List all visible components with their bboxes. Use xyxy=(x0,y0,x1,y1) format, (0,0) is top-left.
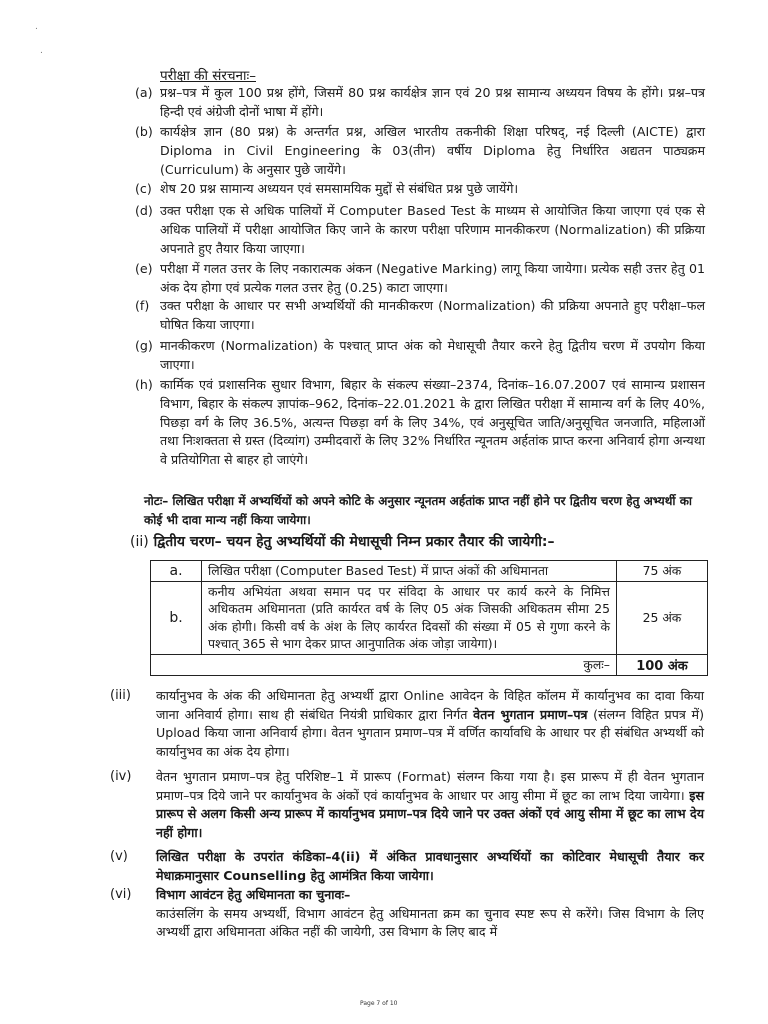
paragraph-bold-text: वेतन भुगतान प्रमाण–पत्र xyxy=(473,706,588,722)
list-item xyxy=(135,123,705,179)
section-title: द्वितीय चरण– चयन हेतु अभ्यर्थियों की मेधासूची निम्न प्रकार तैयार की जायेगी:– xyxy=(153,534,555,550)
item-text: मानकीकरण (Normalization) के पश्चात् प्राप्त अंक को मेधासूची तैयार करने हेतु द्वितीय चरण में उपयोग किया जाएगा। xyxy=(160,338,705,372)
item-label: (e) xyxy=(135,261,153,276)
list-item xyxy=(135,376,705,470)
scan-speck: . xyxy=(35,22,38,32)
list-item xyxy=(135,297,705,335)
item-text: कार्मिक एवं प्रशासनिक सुधार विभाग, बिहार के संकल्प संख्या–2374, दिनांक–16.07.2007 एवं सामान्य प्रशासन विभाग, बिहार के संकल्प ज्ञापांक–962, दिनांक–22.01.2021 के द्वारा लिखित परीक्षा में सामान्य वर्ग के लिए 40%, पिछड़ा वर्ग के लिए 36.5%, अत्यन्त पिछड़ा वर्ग के लिए 34%, एवं अनुसूचित जाति/अनुसूचित जनजाति, महिलाओं तथा निःशक्तता से ग्रस्त (दिव्यांग) उम्मीदवारों के लिए 32% निर्धारित न्यूनतम अर्हतांक प्राप्त करना अनिवार्य होगा अन्यथा वे प्रतियोगिता से बाहर हो जाएंगे। xyxy=(160,377,705,468)
total-value: 100 अंक xyxy=(617,654,708,675)
marks-table xyxy=(150,560,708,676)
table-row xyxy=(151,561,708,582)
item-text: प्रश्न–पत्र में कुल 100 प्रश्न होंगे, जिसमें 80 प्रश्न कार्यक्षेत्र ज्ञान एवं 20 प्रश्न सामान्य अध्ययन विषय के होंगे। प्रश्न–पत्र हिन्दी एवं अंग्रेजी दोनों भाषा में होंगे। xyxy=(160,85,705,119)
item-label: (h) xyxy=(135,377,153,392)
paragraph-bold-text: इस प्रारूप से अलग किसी अन्य प्रारूप में कार्यानुभव प्रमाण–पत्र दिये जाने पर उक्त अंकों एवं आयु सीमा में छूट का लाभ देय नहीं होगा। xyxy=(156,787,704,840)
paragraph-vi xyxy=(110,886,704,942)
total-label: कुलः– xyxy=(151,654,617,675)
item-label: (g) xyxy=(135,338,153,353)
paragraph-label: (vi) xyxy=(110,887,132,902)
paragraph-label: (iv) xyxy=(110,769,132,784)
item-text: कार्यक्षेत्र ज्ञान (80 प्रश्न) के अन्तर्गत प्रश्न, अखिल भारतीय तकनीकी शिक्षा परिषद्, नई दिल्ली (AICTE) द्वारा Diploma in Civil Engineering के 03(तीन) वर्षीय Diploma हेतु निर्धारित अद्यतन पाठ्यक्रम (Curriculum) के अनुसार पुछे जायेंगे। xyxy=(160,124,705,177)
exam-structure-heading: परीक्षा की संरचनाः– xyxy=(160,68,256,84)
row-description: कनीय अभियंता अथवा समान पद पर संविदा के आधार पर कार्य करने के निमित्त अधिकतम अधिमानता (प्रति कार्यरत वर्ष के लिए 05 अंक जिसकी अधिकतम सीमा 25 अंक होगी। किसी वर्ष के अंश के लिए कार्यरत दिवसों की संख्या में 05 से गुणा करने के पश्चात् 365 से भाग देकर प्राप्त आनुपातिक अंक जोड़ा जायेगा)। xyxy=(202,581,617,654)
list-item xyxy=(135,180,705,199)
list-item xyxy=(135,202,705,258)
row-marks: 75 अंक xyxy=(617,561,708,582)
table-row xyxy=(151,581,708,654)
note-text: नोटः– लिखित परीक्षा में अभ्यर्थियों को अपने कोटि के अनुसार न्यूनतम अर्हतांक प्राप्त नहीं होने पर द्वितीय चरण हेतु अभ्यर्थी का कोई भी दावा मान्य नहीं किया जायेगा। xyxy=(144,494,693,527)
paragraph-text: (संलग्न विहित प्रपत्र में) Upload किया जाना अनिवार्य होगा। वेतन भुगतान प्रमाण–पत्र में वर्णित कार्यावधि के आधार पर ही संबंधित अभ्यर्थी को कार्यानुभव का अंक देय होगा। xyxy=(156,706,704,759)
item-label: (a) xyxy=(135,85,153,100)
item-text: परीक्षा में गलत उत्तर के लिए नकारात्मक अंकन (Negative Marking) लागू किया जायेगा। प्रत्येक सही उत्तर हेतु 01 अंक देय होगा एवं प्रत्येक गलत उत्तर हेतु (0.25) काटा जाएगा। xyxy=(160,261,705,295)
row-label: b. xyxy=(151,581,202,654)
item-text: उक्त परीक्षा के आधार पर सभी अभ्यर्थियों की मानकीकरण (Normalization) की प्रक्रिया अपनाते हुए परीक्षा–फल घोषित किया जाएगा। xyxy=(160,298,705,332)
paragraph-iii xyxy=(110,687,704,761)
section-heading xyxy=(130,532,554,551)
item-label: (d) xyxy=(135,203,153,218)
item-text: उक्त परीक्षा एक से अधिक पालियों में Computer Based Test के माध्यम से आयोजित किया जाएगा एवं एक से अधिक पालियों में परीक्षा आयोजित किए जाने के कारण परीक्षा परिणाम मानकीकरण (Normalization) की प्रक्रिया अपनाते हुए तैयार किया जाएगा। xyxy=(160,203,705,256)
paragraph-text: कार्यानुभव के अंक की अधिमानता हेतु अभ्यर्थी द्वारा Online आवेदन के विहित कॉलम में कार्यानुभव का दावा किया जाना अनिवार्य होगा। साथ ही संबंधित नियंत्री प्राधिकार द्वारा निर्गत xyxy=(156,688,704,722)
row-label: a. xyxy=(151,561,202,582)
section-number: (ii) xyxy=(130,534,149,550)
row-description: लिखित परीक्षा (Computer Based Test) में प्राप्त अंकों की अधिमानता xyxy=(202,561,617,582)
paragraph-label: (v) xyxy=(110,849,128,864)
paragraph-text: काउंसलिंग के समय अभ्यर्थी, विभाग आवंटन हेतु अधिमानता क्रम का चुनाव स्पष्ट रूप से करेंगे। जिस विभाग के लिए अभ्यर्थी द्वारा अधिमानता अंकित नहीं की जायेगी, उस विभाग के लिए बाद में xyxy=(156,905,704,940)
item-text: शेष 20 प्रश्न सामान्य अध्ययन एवं समसामयिक मुद्दों से संबंधित प्रश्न पुछे जायेंगे। xyxy=(160,181,519,196)
paragraph-iv xyxy=(110,768,704,842)
scan-speck: . xyxy=(40,46,43,56)
list-item xyxy=(135,84,705,122)
paragraph-text: वेतन भुगतान प्रमाण–पत्र हेतु परिशिष्ट–1 में प्रारूप (Format) संलग्न किया गया है। इस प्रारूप में ही वेतन भुगतान प्रमाण–पत्र दिये जाने पर कार्यानुभव के अंकों एवं कार्यानुभव के आधार पर आयु सीमा में छूट का लाभ दिया जायेगा। xyxy=(156,769,704,803)
table-total-row xyxy=(151,654,708,675)
list-item xyxy=(135,337,705,375)
item-label: (f) xyxy=(135,298,150,313)
paragraph-label: (iii) xyxy=(110,688,131,703)
row-marks: 25 अंक xyxy=(617,581,708,654)
paragraph-bold-text: लिखित परीक्षा के उपरांत कंडिका–4(ii) में अंकित प्रावधानुसार अभ्यर्थियों का कोटिवार मेधासूची तैयार कर मेधाक्रमानुसार Counselling हेतु आमंत्रित किया जायेगा। xyxy=(156,849,704,883)
page-footer: Page 7 of 10 xyxy=(360,1000,398,1007)
item-label: (b) xyxy=(135,124,153,139)
paragraph-subheading: विभाग आवंटन हेतु अधिमानता का चुनावः– xyxy=(156,887,351,902)
paragraph-v xyxy=(110,848,704,885)
item-label: (c) xyxy=(135,181,152,196)
list-item xyxy=(135,260,705,298)
